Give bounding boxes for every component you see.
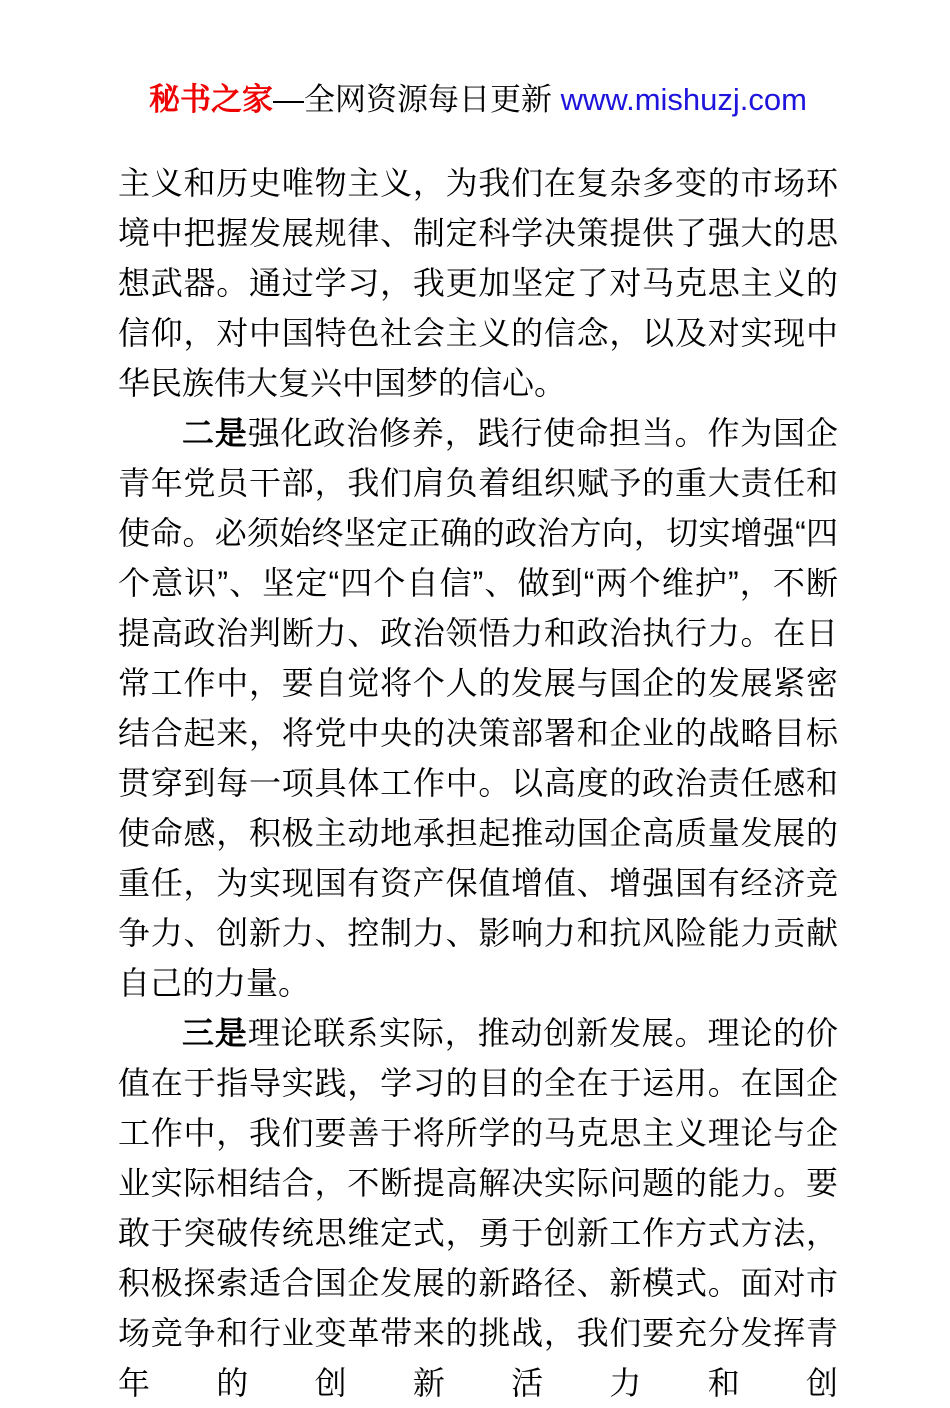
- document-body: [118, 158, 838, 1408]
- paragraph: 三是理论联系实际，推动创新发展。理论的价值在于指导实践，学习的目的全在于运用。在国企工作中，我们要善于将所学的马克思主义理论与企业实际相结合，不断提高解决实际问题的能力。要敢于突破传统思维定式，勇于创新工作方式方法，积极探索适合国企发展的新路径、新模式。面对市场竞争和行业变革带来的挑战，我们要充分发挥青年的创新活力和创: [118, 1015, 838, 1401]
- paragraph: 主义和历史唯物主义，为我们在复杂多变的市场环境中把握发展规律、制定科学决策提供了强大的思想武器。通过学习，我更加坚定了对马克思主义的信仰，对中国特色社会主义的信念，以及对实现中华民族伟大复兴中国梦的信心。: [118, 165, 838, 401]
- site-url-link[interactable]: www.mishuzj.com: [560, 82, 807, 117]
- paragraph-lead: 三是: [182, 1015, 248, 1051]
- site-brand: 秘书之家: [149, 82, 274, 117]
- site-tagline: —全网资源每日更新: [273, 82, 561, 117]
- paragraph: 二是强化政治修养，践行使命担当。作为国企青年党员干部，我们肩负着组织赋予的重大责任和使命。必须始终坚定正确的政治方向，切实增强“四个意识”、坚定“四个自信”、做到“两个维护”，不断提高政治判断力、政治领悟力和政治执行力。在日常工作中，要自觉将个人的发展与国企的发展紧密结合起来，将党中央的决策部署和企业的战略目标贯穿到每一项具体工作中。以高度的政治责任感和使命感，积极主动地承担起推动国企高质量发展的重任，为实现国有资产保值增值、增强国有经济竞争力、创新力、控制力、影响力和抗风险能力贡献自己的力量。: [118, 415, 838, 1001]
- paragraph-lead: 二是: [182, 415, 248, 451]
- page-header: [118, 80, 838, 120]
